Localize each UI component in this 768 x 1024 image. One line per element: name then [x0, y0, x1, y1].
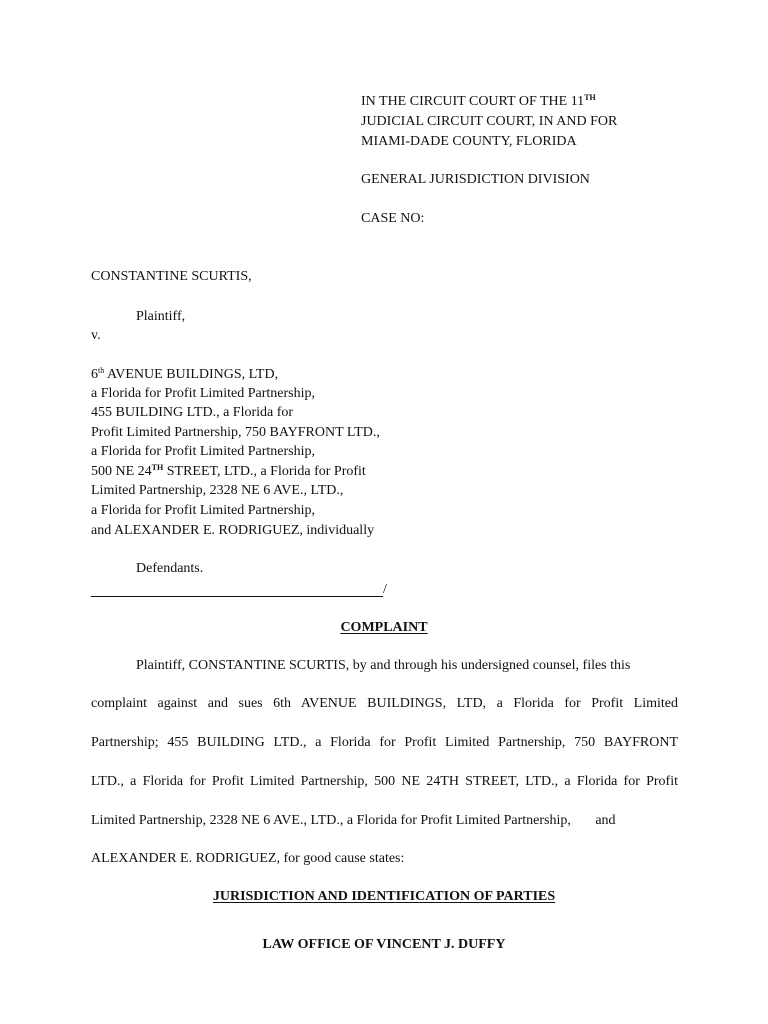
defendant-line-9: and ALEXANDER E. RODRIGUEZ, individually [91, 523, 375, 538]
defendant-line-2: a Florida for Profit Limited Partnership, [91, 386, 315, 401]
complaint-body-line-1: Plaintiff, CONSTANTINE SCURTIS, by and through his undersigned counsel, files this [136, 658, 631, 673]
court-name-line-1: IN THE CIRCUIT COURT OF THE 11TH [361, 93, 596, 109]
defendant-line-5: a Florida for Profit Limited Partnership, [91, 444, 315, 459]
signature-slash: / [383, 582, 387, 597]
complaint-body-line-2: complaint against and sues 6th AVENUE BUILDINGS, LTD, a Florida for Profit Limited [91, 696, 678, 711]
defendant-line-6: 500 NE 24TH STREET, LTD., a Florida for Profit [91, 463, 366, 479]
versus-label: v. [91, 328, 101, 343]
signature-line [91, 596, 383, 597]
defendant-line-1: 6th AVENUE BUILDINGS, LTD, [91, 366, 279, 382]
section-heading-jurisdiction: JURISDICTION AND IDENTIFICATION OF PARTIES [212, 889, 556, 904]
plaintiff-label: Plaintiff, [136, 309, 186, 324]
defendant-line-3: 455 BUILDING LTD., a Florida for [91, 405, 294, 420]
complaint-body-line-3: Partnership; 455 BUILDING LTD., a Florida for Profit Limited Partnership, 750 BAYFRONT [91, 735, 678, 750]
court-name-line-3: MIAMI-DADE COUNTY, FLORIDA [361, 134, 577, 149]
complaint-body-line-5: Limited Partnership, 2328 NE 6 AVE., LTD., a Florida for Profit Limited Partnership, and [91, 813, 616, 828]
defendant-line-4: Profit Limited Partnership, 750 BAYFRONT LTD., [91, 425, 380, 440]
defendants-label: Defendants. [136, 561, 204, 576]
law-office-footer: LAW OFFICE OF VINCENT J. DUFFY [262, 937, 506, 952]
complaint-body-line-4: LTD., a Florida for Profit Limited Partnership, 500 NE 24TH STREET, LTD., a Florida for Profit [91, 774, 678, 789]
division-label: GENERAL JURISDICTION DIVISION [361, 172, 590, 187]
defendant-line-7: Limited Partnership, 2328 NE 6 AVE., LTD., [91, 483, 344, 498]
defendant-line-8: a Florida for Profit Limited Partnership, [91, 503, 315, 518]
complaint-heading: COMPLAINT [340, 620, 428, 635]
complaint-body-line-6: ALEXANDER E. RODRIGUEZ, for good cause states: [91, 851, 405, 866]
plaintiff-name: CONSTANTINE SCURTIS, [91, 269, 252, 284]
case-number-label: CASE NO: [361, 211, 425, 226]
court-name-line-2: JUDICIAL CIRCUIT COURT, IN AND FOR [361, 114, 618, 129]
